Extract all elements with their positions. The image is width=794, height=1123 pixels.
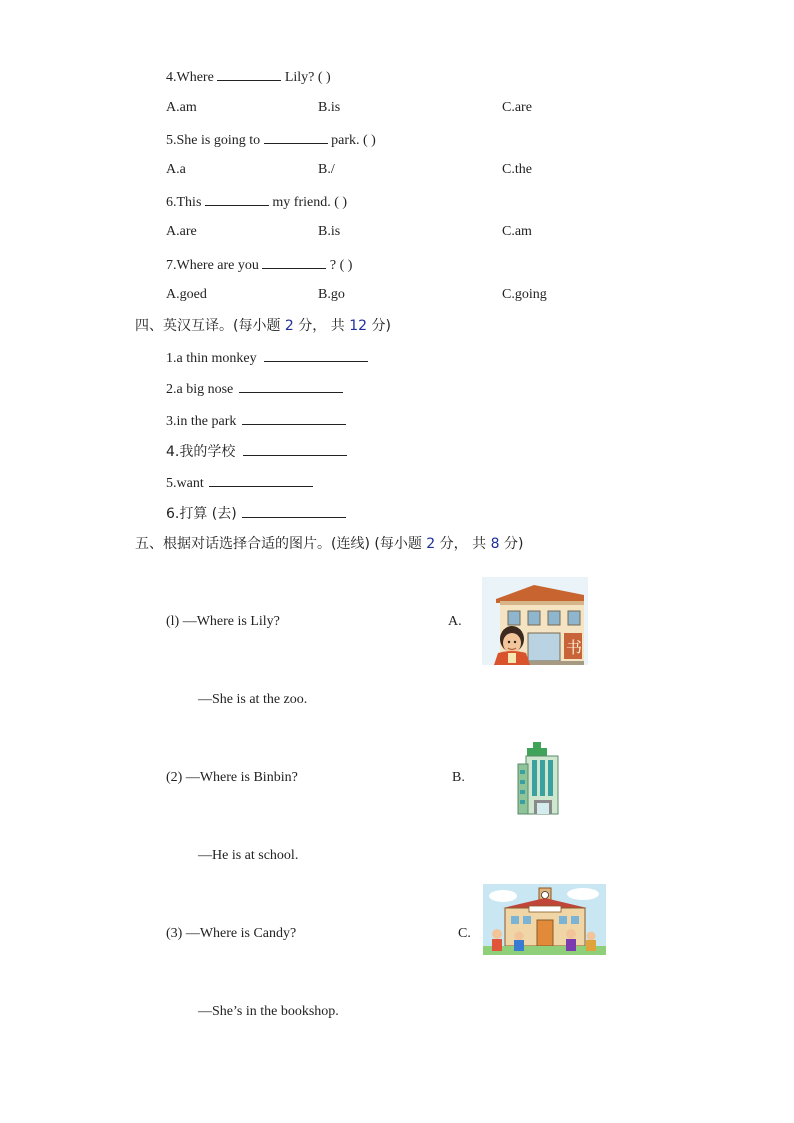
- option-b: B.go: [318, 287, 345, 302]
- option-c: C.are: [502, 100, 532, 115]
- points-each: 2: [284, 318, 294, 334]
- question-6: [166, 192, 347, 212]
- answer-paren[interactable]: ( ): [363, 133, 376, 148]
- dialog-question-1: (l) —Where is Lily?: [166, 614, 280, 629]
- section-5-heading: [135, 535, 523, 553]
- dialog-answer-3: —She’s in the bookshop.: [198, 1004, 339, 1019]
- heading-text: 分): [367, 318, 391, 334]
- answer-paren[interactable]: ( ): [334, 195, 348, 210]
- choice-letter-a: A.: [448, 614, 462, 629]
- item-text: 3.in the park: [166, 414, 237, 429]
- option-a: A.goed: [166, 287, 207, 302]
- heading-text: 分， 共: [293, 318, 350, 334]
- bookshop-sign: 书: [566, 638, 583, 657]
- translation-item-2: [166, 379, 343, 399]
- translation-item-5: [166, 473, 313, 493]
- answer-blank[interactable]: [243, 442, 347, 456]
- question-4: [166, 67, 331, 87]
- answer-paren[interactable]: ( ): [317, 70, 331, 85]
- heading-text: 分， 共: [435, 536, 491, 552]
- question-6-stem: 6.This: [166, 195, 202, 210]
- answer-paren[interactable]: ( ): [339, 258, 353, 273]
- item-text: 1.a thin monkey: [166, 351, 257, 366]
- option-b: B.is: [318, 100, 341, 115]
- option-b: B.is: [318, 224, 341, 239]
- dialog-question-2: (2) —Where is Binbin?: [166, 770, 298, 785]
- answer-blank[interactable]: [239, 379, 343, 393]
- answer-blank[interactable]: [264, 348, 368, 362]
- question-5: [166, 130, 376, 150]
- dialog-answer-1: —She is at the zoo.: [198, 692, 308, 707]
- school-building-picture[interactable]: [483, 884, 606, 955]
- question-7: [166, 255, 352, 275]
- answer-blank[interactable]: [242, 411, 346, 425]
- translation-item-6: [166, 504, 346, 524]
- item-text: 6.打算 (去): [166, 506, 237, 522]
- question-5-stem-end: park.: [331, 133, 360, 148]
- item-text: 5.want: [166, 476, 204, 491]
- hospital-building-picture[interactable]: [516, 740, 560, 816]
- question-6-stem-end: my friend.: [272, 195, 331, 210]
- choice-letter-c: C.: [458, 926, 471, 941]
- option-c: C.the: [502, 162, 532, 177]
- answer-blank[interactable]: [242, 504, 346, 518]
- heading-text: 分): [499, 536, 524, 552]
- translation-item-4: [166, 442, 347, 462]
- option-b: B./: [318, 162, 335, 177]
- answer-blank[interactable]: [205, 192, 269, 206]
- boy-at-bookshop-picture[interactable]: [482, 577, 588, 665]
- question-4-stem-end: Lily?: [284, 70, 315, 85]
- question-5-stem: 5.She is going to: [166, 133, 261, 148]
- section-4-heading: [135, 317, 391, 335]
- item-text: 2.a big nose: [166, 382, 234, 397]
- answer-blank[interactable]: [209, 473, 313, 487]
- question-4-stem: 4.Where: [166, 70, 214, 85]
- answer-blank[interactable]: [262, 255, 326, 269]
- points-each: 2: [426, 536, 436, 552]
- dialog-question-3: (3) —Where is Candy?: [166, 926, 297, 941]
- option-a: A.are: [166, 224, 197, 239]
- translation-item-1: [166, 348, 368, 368]
- item-text: 4.我的学校: [166, 444, 236, 460]
- points-total: 12: [349, 318, 368, 334]
- answer-blank[interactable]: [217, 67, 281, 81]
- option-c: C.am: [502, 224, 532, 239]
- option-c: C.going: [502, 287, 547, 302]
- option-a: A.a: [166, 162, 186, 177]
- translation-item-3: [166, 411, 346, 431]
- question-7-stem-end: ?: [329, 258, 337, 273]
- option-a: A.am: [166, 100, 197, 115]
- choice-letter-b: B.: [452, 770, 465, 785]
- question-7-stem: 7.Where are you: [166, 258, 259, 273]
- points-total: 8: [490, 536, 500, 552]
- heading-text: 五、根据对话选择合适的图片。(连线) (每小题: [135, 536, 427, 552]
- heading-text: 四、英汉互译。(每小题: [135, 318, 285, 334]
- dialog-answer-2: —He is at school.: [198, 848, 299, 863]
- answer-blank[interactable]: [264, 130, 328, 144]
